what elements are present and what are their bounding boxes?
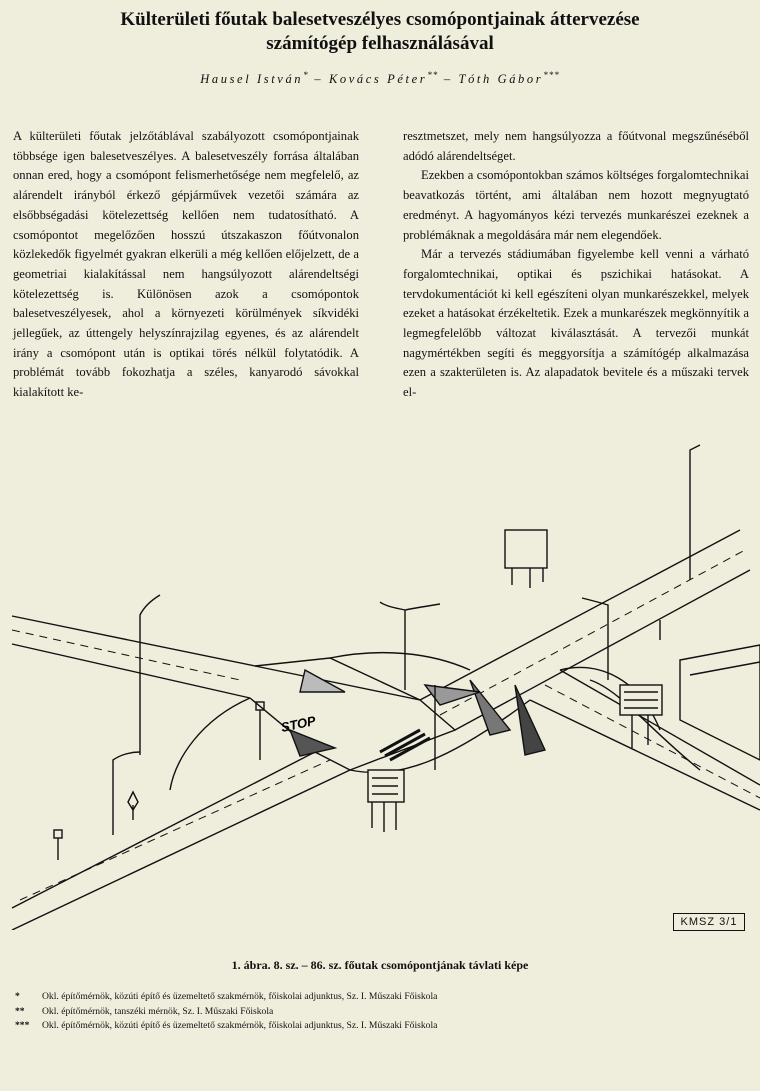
- author-2: Kovács Péter: [328, 72, 428, 87]
- footnote-mark: *: [15, 991, 20, 1002]
- stop-road-marking: STOP: [279, 712, 318, 735]
- author-3-mark: ***: [543, 70, 560, 80]
- author-separator: –: [443, 72, 453, 87]
- figure-caption: 1. ábra. 8. sz. – 86. sz. főutak csomópontjának távlati képe: [231, 958, 529, 972]
- intersection-drawing: [0, 430, 760, 930]
- author-1: Hausel István: [200, 72, 304, 87]
- author-1-mark: *: [303, 70, 309, 80]
- footnote-mark: **: [15, 1005, 25, 1017]
- footnote: [15, 1005, 755, 1020]
- article-title: [0, 8, 760, 56]
- footnotes: [15, 990, 755, 1034]
- paragraph: Már a tervezés stádiumában figyelembe kell venni a várható forgalomtechnikai, optikai és pszichikai hatásokat. A tervdokumentációt ki kell egészíteni olyan munkarészekkel, melyek ezeket a hatásokat érzékeltetik. Ezek a munkarészek megkönnyítik a legmegfelelőbb változat kiválasztását. A tervezői munkát nagymértékben segíti és meggyorsítja a számítógép alkalmazása ezen a szakterületen is. Az alapadatok bevitele és a műszaki tervek el-: [403, 247, 749, 400]
- paragraph: Ezekben a csomópontokban számos költséges forgalomtechnikai beavatkozás történt, ami általában nem hozott megnyugtató eredményt. A hagyományos kézi tervezés munkarészei ezeknek a problémáknak a megoldására már nem elegendőek.: [403, 168, 749, 242]
- footnote-text: Okl. építőmérnök, tanszéki mérnök, Sz. I. Műszaki Főiskola: [42, 1005, 274, 1017]
- footnote-mark: ***: [15, 1020, 30, 1031]
- intersection-illustration: [0, 430, 760, 930]
- author-3: Tóth Gábor: [458, 72, 544, 87]
- paragraph: A külterületi főutak jelzőtáblával szabályozott csomópontjainak többsége igen balesetveszélyes. A balesetveszély forrása általában onnan ered, hogy a csomópont felismerhetősége nem megfelelő, az alárendelt irányból érkező gépjárművek vezetői számára az elsőbbségadási kötelezettség kellően nem tudatosítható. A csomópontot megelőzően hosszú útszakaszon főútvonalon közlekedők figyelmét gyakran elkerüli a még kellően előjelzett, de a geometriai kialakítással nem hangsúlyozott alárendeltségi kötelezettség is. Különösen azok a csomópontok balesetveszélyesek, ahol a környezeti körülmények síkvidéki jellegűek, az úttengely helyszínrajzilag egyenes, és az alárendelt irány a csomópont után is optikai törés nélkül folytatódik. A problémát tovább fokozhatja a széles, kanyarodó sávokkal kialakított ke-: [13, 129, 359, 400]
- right-text-column: [403, 127, 749, 403]
- paragraph: resztmetszet, mely nem hangsúlyozza a főútvonal megszűnéséből adódó alárendeltséget.: [403, 129, 749, 163]
- footnote: [15, 990, 755, 1005]
- title-line-1: Külterületi főutak balesetveszélyes csomópontjainak áttervezése: [120, 9, 640, 30]
- author-line: [0, 70, 760, 87]
- figure-stamp: KMSZ 3/1: [673, 913, 745, 931]
- author-2-mark: **: [427, 70, 439, 80]
- footnote: [15, 1019, 755, 1034]
- footnote-text: Okl. építőmérnök, közúti építő és üzemeltető szakmérnök, főiskolai adjunktus, Sz. I. Műszaki Főiskola: [42, 991, 438, 1002]
- footnote-text: Okl. építőmérnök, közúti építő és üzemeltető szakmérnök, főiskolai adjunktus, Sz. I. Műszaki Főiskola: [42, 1020, 438, 1031]
- author-separator: –: [314, 72, 324, 87]
- title-line-2: számítógép felhasználásával: [266, 33, 494, 54]
- left-text-column: [13, 127, 359, 403]
